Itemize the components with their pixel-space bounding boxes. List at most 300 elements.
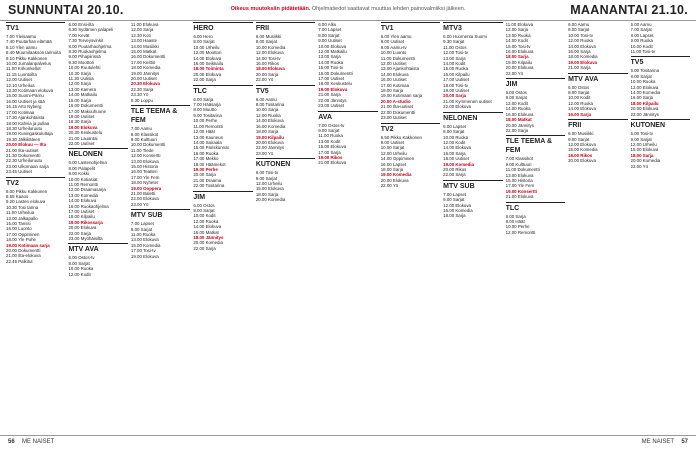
program-listing: 8.00 Sarjat bbox=[193, 39, 215, 45]
note-prefix: Oikeus muutoksiin pidätetään. bbox=[230, 6, 311, 12]
program-listing: 22.00 Jännitys bbox=[630, 111, 659, 117]
program-listing: 7.00 Klassikot bbox=[505, 156, 533, 162]
channel-block bbox=[443, 180, 502, 219]
program-listing: 6.30 Sydämen palapeli bbox=[68, 27, 114, 33]
channel-block bbox=[6, 177, 65, 265]
program-listing: 10.00 Kodit bbox=[193, 213, 216, 219]
program-listing: 9.00 Sarjat bbox=[255, 175, 278, 181]
schedule-column bbox=[568, 22, 627, 434]
program-listing: 13.00 Elokuva bbox=[130, 237, 159, 243]
program-listing: 11.00 Dokumentti bbox=[505, 167, 540, 173]
program-listing: 11.00 Kirkonkellot bbox=[6, 66, 41, 72]
program-listing: 7.00 Lapset bbox=[130, 221, 154, 227]
program-listing: 13.00 Kodit bbox=[318, 138, 341, 144]
program-listing: 14.00 Elokuva bbox=[568, 43, 596, 49]
program-listing: 10.00 Kotiasiat bbox=[68, 176, 98, 182]
program-highlight: 19.00 Rikossarja bbox=[68, 219, 103, 225]
program-listing: 15.00 Tosi-tv bbox=[318, 65, 344, 71]
program-listing: 8.00 Sarjat bbox=[255, 39, 278, 45]
program-listing: 6.00 Musiikki bbox=[255, 34, 282, 39]
program-listing: 7.00 Hääsarja bbox=[193, 102, 221, 108]
program-listing: 15.00 Elokuva bbox=[318, 144, 347, 150]
program-listing: 20.00 Elokuva bbox=[193, 71, 222, 77]
program-listing: 22.00 Sarja bbox=[68, 230, 91, 236]
program-listing: 16.00 Kilpailu bbox=[443, 71, 470, 77]
program-listing: 22.00 Yö bbox=[255, 77, 274, 83]
program-highlight: 18.00 Elokuva bbox=[255, 66, 285, 72]
channel-name: HERO bbox=[193, 22, 252, 33]
channel-name: TV5 bbox=[256, 85, 315, 96]
program-listing: 21.00 Baletti bbox=[130, 190, 156, 196]
program-listing: 16.00 Sarja bbox=[443, 150, 466, 156]
channel-name: AVA bbox=[318, 111, 377, 122]
channel-block bbox=[256, 22, 315, 83]
program-listing: 18.30 Urheiluruutu bbox=[6, 125, 43, 131]
program-listing: 12.00 Elokuva bbox=[255, 50, 284, 56]
program-listing: 20.00 Elokuva bbox=[630, 106, 659, 112]
program-listing: 13.00 Kauneus bbox=[193, 134, 223, 140]
program-listing: 21.00 Kymmenen uutiset bbox=[443, 98, 492, 104]
program-listing: 19.00 Uutiset bbox=[443, 88, 470, 94]
channel-name: TLE TEEMA & FEM bbox=[131, 105, 190, 125]
program-listing: 6.00 Ostos bbox=[505, 90, 527, 96]
program-listing: 10.30 Sarja bbox=[68, 70, 91, 76]
program-highlight: 19.00 Ooppera bbox=[130, 185, 162, 191]
date-right: MAANANTAI 21.10. bbox=[570, 3, 688, 17]
program-listing: 9.00 Uutiset bbox=[380, 39, 405, 45]
program-listing: 23.00 Ulkomaan sarja bbox=[6, 163, 49, 169]
program-listing: 15.00 Tanssi bbox=[6, 221, 31, 226]
program-listing: 23.00 Uutiset bbox=[380, 115, 407, 121]
program-listing: 16.00 Matkat bbox=[193, 229, 219, 235]
channel-block bbox=[6, 22, 65, 175]
program-listing: 23.00 Yö bbox=[255, 150, 274, 156]
schedule-column bbox=[6, 22, 65, 434]
program-listing: 11.00 Ruoka bbox=[318, 133, 343, 139]
program-highlight: 20.00 Sarja bbox=[443, 93, 467, 99]
program-listing: 10.30 Tosi tarina bbox=[6, 204, 39, 210]
program-listing: 13.00 Haaste bbox=[130, 38, 158, 44]
program-listing: 11.00 Tosi-tv bbox=[630, 49, 656, 55]
program-listing: 20.00 Elokuva bbox=[380, 177, 409, 183]
program-highlight: 18.00 Kilpailu bbox=[630, 100, 659, 106]
program-listing: 14.00 Oppiminen bbox=[380, 156, 415, 162]
program-listing: 12.00 Kodit bbox=[505, 100, 528, 106]
program-listing: 18.00 Kahvia ja pullaa bbox=[6, 120, 50, 126]
channel-block bbox=[193, 191, 252, 252]
program-listing: 15.00 Komedia bbox=[568, 147, 598, 153]
channel-name: MTV SUB bbox=[443, 180, 502, 191]
program-listing: 17.00 Keittiö bbox=[130, 59, 156, 65]
program-highlight: 19.00 Rikos bbox=[318, 154, 343, 160]
channel-block bbox=[68, 148, 127, 241]
program-highlight: 18.00 Sarja bbox=[630, 152, 654, 158]
program-listing: 9.00 Kulttuuri bbox=[130, 136, 157, 142]
channel-block bbox=[256, 158, 315, 202]
program-listing: 20.00 Elokuva bbox=[68, 225, 97, 231]
program-listing: 18.00 Sarja bbox=[255, 129, 279, 135]
program-listing: 15.00 Tosi-tv bbox=[505, 43, 531, 49]
program-listing: 11.00 Ostos bbox=[443, 44, 467, 50]
program-listing: 14.00 Elokuva bbox=[443, 145, 471, 151]
program-listing: 10.00 Urheilu bbox=[193, 44, 220, 50]
channel-block bbox=[193, 85, 252, 189]
program-listing: 9.00 Uutiset bbox=[318, 38, 342, 44]
program-listing: 12.00 Elokuva bbox=[443, 202, 471, 208]
program-listing: 18.00 Sarja bbox=[255, 191, 279, 197]
program-listing: 8.00 Sarjat bbox=[318, 32, 340, 38]
program-listing: 10.00 Sarja bbox=[255, 107, 279, 113]
program-listing: 23.00 Myöhäisilta bbox=[68, 236, 103, 242]
channel-name: KUTONEN bbox=[631, 119, 690, 130]
channel-block bbox=[68, 243, 127, 277]
program-listing: 11.00 Remontti bbox=[193, 123, 223, 129]
program-listing: 8.40 Muumilaakson tarinoita bbox=[6, 50, 61, 56]
program-listing: 10.00 Ruoka bbox=[443, 134, 469, 140]
program-listing: 12.00 Elokuva bbox=[630, 84, 659, 90]
program-listing: 14.00 Elokuva bbox=[380, 71, 409, 77]
program-listing: 9.00 Pihapiirissä bbox=[68, 54, 101, 60]
program-listing: 22.00 Jännitys bbox=[318, 97, 347, 103]
program-listing: 7.00 Sarjat bbox=[630, 27, 652, 33]
channel-block bbox=[131, 209, 190, 259]
program-listing: 22.00 Sarja bbox=[193, 245, 216, 251]
program-listing: 7.40 Puutarhan elämää bbox=[6, 39, 52, 45]
program-highlight: 19.00 Perhe bbox=[193, 166, 218, 172]
program-listing: 6.00 Tosi-tv bbox=[630, 131, 653, 137]
program-listing: 15.00 Komedia bbox=[130, 242, 161, 248]
channel-name: FRII bbox=[256, 22, 315, 33]
program-listing: 11.15 Luontoilta bbox=[6, 71, 37, 77]
channel-name: TV1 bbox=[6, 22, 65, 33]
program-listing: 16.00 Elokuva bbox=[505, 111, 534, 117]
program-listing: 13.30 Kotimaan elokuva bbox=[6, 88, 54, 94]
program-listing: 16.00 Dokumentti bbox=[130, 54, 166, 60]
program-listing: 19.00 Kuningaskuluttaja bbox=[6, 131, 53, 137]
program-highlight: 18.00 Matkat bbox=[505, 117, 532, 123]
program-listing: 16.00 Ruoka bbox=[193, 150, 219, 156]
program-listing: 8.00 Sarjat bbox=[568, 90, 590, 96]
program-listing: 18.00 Uutiset bbox=[443, 156, 470, 162]
program-listing: 9.30 Moottori bbox=[68, 59, 95, 65]
program-listing: 17.00 Kotimaa bbox=[380, 82, 410, 88]
program-highlight: 19.00 Elokuva bbox=[68, 124, 98, 130]
schedule-column bbox=[381, 22, 440, 434]
channel-name: TV2 bbox=[381, 123, 440, 134]
program-listing: 7.30 Terveysvinkit bbox=[68, 38, 104, 44]
program-listing: 22.00 Sarja bbox=[193, 77, 216, 83]
program-listing: 22.30 Urheiluruutu bbox=[6, 158, 43, 164]
header-note bbox=[180, 6, 516, 12]
channel-block bbox=[568, 22, 627, 71]
program-listing: 12.00 Urheilu bbox=[255, 180, 282, 186]
program-highlight: 20.30 Elokuva bbox=[130, 81, 160, 87]
program-listing: 14.00 Komedia bbox=[630, 90, 661, 96]
program-listing: 8.00 Pikku Kakkonen bbox=[6, 188, 48, 194]
program-listing: 10.00 Ruutulehti bbox=[68, 65, 101, 71]
program-listing: 18.00 Komedia bbox=[568, 54, 598, 60]
program-listing: 22.00 Sarja bbox=[505, 127, 529, 133]
channel-block bbox=[443, 22, 502, 110]
program-listing: 8.00 Sarjat bbox=[568, 27, 590, 33]
program-listing: 12.00 Ruoka bbox=[193, 218, 219, 224]
program-listing: 12.00 Konsertti bbox=[130, 153, 161, 159]
program-listing: 21.00 Sarja bbox=[318, 92, 341, 98]
channel-name: TLC bbox=[506, 202, 565, 213]
program-listing: 8.00 Sarjat bbox=[630, 73, 652, 79]
program-listing: 16.00 Sarja bbox=[630, 95, 653, 101]
schedule-column bbox=[131, 22, 190, 434]
program-listing: 18.00 Komedia bbox=[130, 65, 161, 71]
program-listing: 21.00 Lauantai bbox=[68, 135, 98, 141]
program-listing: 14.00 Ruoka bbox=[318, 59, 344, 65]
program-listing: 22.00 Elokuva bbox=[130, 196, 159, 202]
program-highlight: 19.00 Konsertti bbox=[505, 188, 538, 194]
program-listing: 12.00 Sarja bbox=[68, 81, 91, 87]
program-listing: 7.00 Aamu bbox=[130, 126, 152, 132]
program-listing: 13.00 Ruoka bbox=[505, 32, 531, 38]
program-listing: 10.00 Tosi-tv bbox=[568, 32, 593, 38]
program-listing: 9.00 Sarjat bbox=[505, 95, 527, 101]
program-listing: 15.00 Komedia bbox=[443, 207, 473, 213]
program-listing: 17.00 Mekko bbox=[193, 156, 219, 162]
program-listing: 6.00 Tositarina bbox=[630, 68, 660, 74]
program-listing: 9.00 Kokki bbox=[68, 171, 89, 177]
program-listing: 6.00 Lapset bbox=[443, 123, 467, 129]
program-listing: 9.00 Tositarina bbox=[193, 112, 222, 118]
program-listing: 10.00 Dokumentti bbox=[130, 142, 166, 148]
program-listing: 6.00 Lastenohjelma bbox=[68, 160, 107, 166]
program-listing: 17.00 Uutiset bbox=[68, 209, 95, 214]
program-listing: 6.00 Tosi-tv bbox=[255, 170, 279, 176]
program-listing: 10.00 Sarjat bbox=[380, 145, 405, 151]
program-listing: 20.00 Elokuva bbox=[505, 65, 534, 71]
program-listing: 7.00 Lapset bbox=[318, 27, 342, 33]
program-listing: 23.00 Uutiset bbox=[318, 103, 345, 109]
program-listing: 15.00 Elokuva bbox=[630, 147, 659, 153]
program-listing: 10.00 Jumalanpalvelus bbox=[6, 61, 51, 67]
program-listing: 9.00 Ruoka bbox=[630, 38, 653, 44]
program-listing: 17.00 Yle Fem bbox=[505, 183, 535, 189]
program-listing: 10.00 Elokuva bbox=[318, 43, 347, 49]
program-listing: 16.15 Arto Nyberg bbox=[6, 104, 42, 110]
program-listing: 17.00 Kotimaa bbox=[6, 109, 35, 115]
program-listing: 16.00 Teatteri bbox=[130, 169, 158, 175]
program-listing: 10.00 Perhe bbox=[505, 224, 530, 230]
program-listing: 17.00 Tosi-tv bbox=[130, 248, 156, 254]
channel-name: MTV AVA bbox=[68, 243, 127, 254]
program-listing: 12.00 Uutiset bbox=[380, 61, 407, 67]
program-listing: 12.00 Urheilu bbox=[630, 141, 657, 147]
program-listing: 12.00 Ruoka bbox=[568, 100, 593, 106]
channel-block bbox=[318, 111, 377, 166]
date-left: SUNNUNTAI 20.10. bbox=[8, 3, 124, 17]
channel-name: TV2 bbox=[6, 177, 65, 188]
program-listing: 12.00 Urheilu bbox=[380, 150, 407, 156]
schedule-column bbox=[631, 22, 690, 434]
program-listing: 19.00 Elokuva bbox=[130, 253, 159, 259]
channel-name: TLE TEEMA & FEM bbox=[506, 135, 565, 155]
program-listing: 6.00 Aamu bbox=[255, 96, 277, 102]
program-listing: 6.00 Aamu bbox=[568, 22, 590, 27]
program-listing: 21.00 Elokuva bbox=[318, 160, 347, 166]
program-listing: 22.00 Sarja bbox=[443, 172, 466, 178]
channel-block bbox=[193, 22, 252, 83]
program-listing: 16.00 Uutiset ja sää bbox=[6, 98, 45, 104]
program-listing: 18.00 Sarja bbox=[380, 166, 404, 172]
program-listing: 20.00 Komedia bbox=[255, 197, 286, 203]
program-listing: 22.00 Tositarina bbox=[193, 183, 225, 189]
program-highlight: 18.00 Rikos bbox=[568, 152, 593, 158]
program-listing: 6.00 Ostos bbox=[568, 84, 590, 90]
program-listing: 11.00 Urheilua bbox=[6, 210, 35, 216]
program-listing: 12.00 Draamasarja bbox=[68, 187, 106, 193]
program-listing: 20.00 Sarja bbox=[193, 172, 216, 178]
channel-name: TLC bbox=[193, 85, 252, 96]
program-listing: 8.00 Sarjat bbox=[68, 260, 90, 266]
program-highlight: 20.00 A-studio bbox=[380, 98, 411, 104]
program-listing: 6.00 Musiikki bbox=[568, 131, 594, 137]
program-listing: 8.00 Häät bbox=[505, 218, 525, 224]
program-highlight: 19.00 Kilpailu bbox=[255, 134, 284, 140]
program-highlight: 18.00 Sarja bbox=[505, 54, 529, 60]
program-listing: 19.00 Kilpailu bbox=[505, 59, 532, 65]
program-listing: 17.00 Uutiset bbox=[443, 77, 470, 83]
program-listing: 16.00 Uutiset bbox=[380, 77, 407, 83]
program-listing: 12.00 Kodit bbox=[68, 271, 91, 277]
program-listing: 15.00 Ruoka bbox=[443, 66, 469, 72]
program-listing: 22.45 Palkitut bbox=[6, 258, 33, 264]
program-listing: 12.30 Koti bbox=[130, 32, 151, 38]
program-listing: 6.00 Huomenta Suomi bbox=[443, 34, 487, 39]
program-listing: 19.00 Kotimaan sarja bbox=[380, 93, 423, 99]
program-highlight: 19.00 Elokuva bbox=[318, 86, 348, 92]
channel-name: JIM bbox=[506, 78, 565, 89]
program-listing: 21.30 Dokumentti bbox=[6, 152, 41, 158]
channel-block bbox=[443, 112, 502, 178]
program-listing: 21.00 Elokuva bbox=[505, 194, 534, 200]
program-listing: 18.00 Tosi-tv bbox=[443, 82, 468, 88]
program-listing: 14.00 Musiikki bbox=[130, 43, 159, 49]
program-highlight: 19.00 Komedia bbox=[443, 161, 474, 167]
program-listing: 10.00 Kodit bbox=[568, 95, 591, 101]
program-listing: 22.00 Jännitys bbox=[255, 145, 285, 151]
program-listing: 20.30 Keskustelu bbox=[68, 130, 103, 136]
channel-name: FRII bbox=[568, 119, 627, 130]
program-listing: 8.00 Tositarina bbox=[255, 102, 285, 108]
program-listing: 18.00 Kilpailu bbox=[68, 214, 95, 220]
program-listing: 10.00 Perhe bbox=[193, 118, 218, 124]
program-listing: 8.00 Lapset bbox=[630, 32, 654, 38]
program-listing: 20.00 Uutiset bbox=[130, 76, 157, 82]
channel-block bbox=[318, 22, 377, 109]
program-listing: 18.00 Sarja bbox=[380, 88, 404, 94]
program-listing: 16.00 Luonto bbox=[6, 226, 32, 232]
program-listing: 18.00 Uutiset bbox=[68, 113, 95, 119]
page-number-right: 57 bbox=[681, 439, 688, 445]
program-listing: 19.30 Jälkikäteen bbox=[6, 136, 41, 142]
program-highlight: 20.00 Elokuu — Ilta bbox=[6, 142, 47, 148]
program-listing: 12.00 Uutiset bbox=[6, 77, 32, 83]
program-listing: 14.00 Matkailu bbox=[68, 92, 98, 98]
program-listing: 13.00 Sarja bbox=[318, 54, 341, 60]
program-listing: 15.00 Suomi-Pärnu bbox=[6, 93, 44, 99]
program-listing: 6.50 Pikku Kakkonen bbox=[380, 134, 422, 140]
program-listing: 18.00 Nyheter bbox=[130, 180, 159, 186]
program-listing: 14.00 Tosi-tv bbox=[255, 55, 281, 61]
program-listing: 15.00 Pariskunnat bbox=[193, 145, 229, 151]
program-listing: 21.00 Ilta-uutiset bbox=[6, 147, 39, 153]
program-listing: 8.00 Sarjat bbox=[193, 207, 215, 213]
program-listing: 11.00 Elokuva bbox=[130, 22, 159, 27]
channel-name: TV1 bbox=[381, 22, 440, 33]
program-listing: 9.00 Sarjat bbox=[130, 226, 153, 232]
program-listing: 12.00 Elokuva bbox=[568, 141, 596, 147]
channel-block bbox=[131, 105, 190, 207]
program-listing: 9.00 Uutiset bbox=[380, 139, 405, 145]
program-listing: 10.00 Komedia bbox=[255, 44, 286, 50]
program-listing: 22.00 Elokuva bbox=[443, 104, 471, 110]
program-listing: 12.00 Sarja bbox=[505, 27, 529, 33]
program-listing: 6.00 Ostos-tv bbox=[68, 255, 95, 261]
channel-block bbox=[568, 119, 627, 163]
program-listing: 9.00 Sarjat bbox=[443, 197, 465, 203]
program-listing: 11.00 Dokumentti bbox=[380, 55, 415, 61]
channel-name: NELONEN bbox=[443, 112, 502, 123]
page-footer bbox=[0, 435, 696, 450]
program-listing: 8.00 Klassikot bbox=[130, 131, 159, 137]
program-listing: 11.00 Ruoka bbox=[130, 232, 156, 237]
program-listing: 12.00 Tosi-tv bbox=[443, 50, 468, 56]
program-listing: 20.00 Elokuva bbox=[255, 139, 284, 145]
program-listing: 22.00 Yö bbox=[630, 163, 649, 169]
program-listing: 14.00 Elokuva bbox=[255, 118, 284, 124]
program-listing: 18.00 Sarja bbox=[443, 213, 466, 219]
program-listing: 11.00 Remontti bbox=[68, 181, 98, 187]
program-listing: 6.00 Aamu bbox=[630, 22, 652, 27]
program-listing: 12.00 Moottori bbox=[193, 50, 222, 56]
program-listing: 12.00 Ruoka bbox=[255, 112, 281, 118]
program-listing: 17.00 Yle Fem bbox=[130, 174, 160, 180]
program-listing: 7.00 Lapset bbox=[443, 191, 467, 197]
program-listing: 18.00 Yle Puhe bbox=[6, 237, 36, 243]
program-listing: 0.30 Loppu bbox=[130, 97, 153, 103]
program-listing: 9.00 Sarjat bbox=[568, 136, 590, 142]
program-listing: 20.00 Rikos bbox=[443, 166, 467, 172]
program-listing: 6.00 Ostos bbox=[193, 202, 215, 208]
program-listing: 12.00 Remontti bbox=[505, 229, 536, 235]
program-listing: 6.00 Hero bbox=[193, 34, 213, 39]
program-listing: 19.00 Jännitys bbox=[130, 70, 160, 76]
program-listing: 22.30 Sarja bbox=[130, 86, 154, 92]
program-listing: 12.00 Häät bbox=[193, 129, 215, 135]
program-listing: 9.05 Aamu-tv bbox=[380, 44, 407, 50]
program-listing: 12.10 Urheilua bbox=[6, 82, 35, 88]
program-listing: 9.20 Lasten elokuva bbox=[6, 199, 46, 205]
program-listing: 13.00 Sarja bbox=[443, 55, 466, 61]
program-listing: 20.00 Elokuva bbox=[568, 158, 596, 164]
channel-block bbox=[381, 123, 440, 189]
program-highlight: 18.00 Toiminta bbox=[193, 66, 224, 72]
program-listing: 12.00 Matkailu bbox=[318, 49, 347, 55]
program-listing: 21.00 Ilta-elokuva bbox=[6, 253, 41, 259]
channel-block bbox=[568, 73, 627, 117]
channel-block bbox=[506, 202, 565, 236]
program-listing: 10.00 Luonto bbox=[380, 50, 407, 56]
channel-block bbox=[631, 119, 690, 169]
schedule-column bbox=[256, 22, 315, 434]
program-listing: 14.00 Sairaala bbox=[193, 139, 222, 145]
